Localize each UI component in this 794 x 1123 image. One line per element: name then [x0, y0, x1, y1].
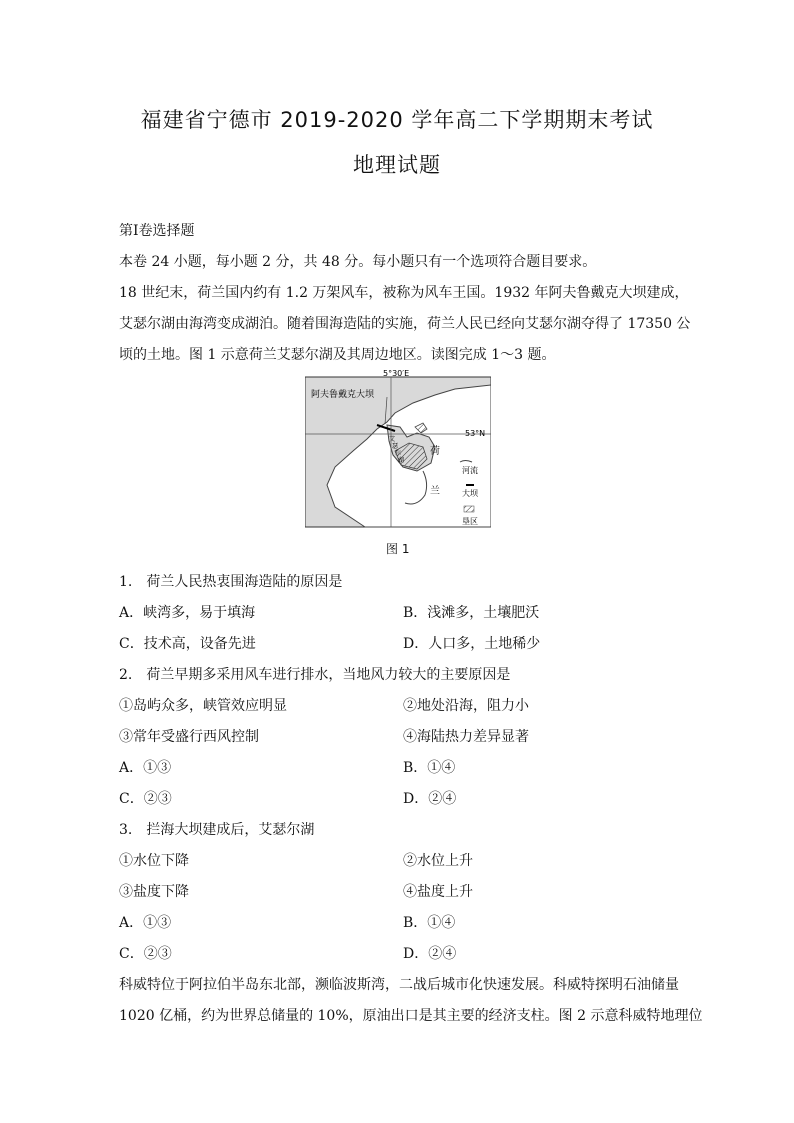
- section-instruction: 本卷 24 小题，每小题 2 分，共 48 分。每小题只有一个选项符合题目要求。: [119, 254, 597, 270]
- q2-option-c: C．②③: [119, 791, 172, 807]
- section-heading: 第Ⅰ卷选择题: [119, 223, 195, 239]
- q1-option-a: A．峡湾多，易于填海: [119, 605, 256, 621]
- q2-statement-1: ①岛屿众多，峡管效应明显: [119, 698, 287, 714]
- passage2-line1: 科威特位于阿拉伯半岛东北部，濒临波斯湾，二战后城市化快速发展。科威特探明石油储量: [119, 977, 679, 993]
- longitude-label: 5°30′E: [383, 369, 410, 378]
- q2-option-a: A．①③: [119, 760, 172, 776]
- lake-label-1: 艾: [389, 436, 396, 443]
- passage1-line3: 顷的土地。图 1 示意荷兰艾瑟尔湖及其周边地区。读图完成 1～3 题。: [119, 347, 556, 363]
- dam-label: 阿夫鲁戴克大坝: [311, 390, 375, 400]
- q3-stem: 3. 拦海大坝建成后，艾瑟尔湖: [119, 822, 315, 838]
- legend-dam-label: 大坝: [462, 489, 478, 498]
- lake-label-4: 湖: [398, 457, 405, 464]
- document-subtitle: 地理试题: [353, 153, 441, 177]
- q1-option-d: D．人口多，土地稀少: [403, 636, 541, 652]
- q2-statement-2: ②地处沿海，阻力小: [403, 698, 529, 714]
- legend-river-label: 河流: [462, 466, 478, 475]
- country-label-1: 荷: [430, 446, 440, 457]
- q2-statement-3: ③常年受盛行西风控制: [119, 729, 259, 745]
- lake-label-2: 瑟: [392, 443, 399, 450]
- country-label-2: 兰: [430, 486, 440, 497]
- q3-option-d: D．②④: [403, 946, 457, 962]
- passage1-line1: 18 世纪末，荷兰国内约有 1.2 万架风车，被称为风车王国。1932 年阿夫鲁戴克大坝建成，: [119, 285, 689, 301]
- figure1-caption: 图 1: [386, 542, 410, 556]
- passage2-line2: 1020 亿桶，约为世界总储量的 10%，原油出口是其主要的经济支柱。图 2 示意科威特地理位: [119, 1008, 703, 1024]
- latitude-label: 53°N: [465, 429, 486, 438]
- q3-option-c: C．②③: [119, 946, 172, 962]
- q2-option-b: B．①④: [403, 760, 456, 776]
- q2-option-d: D．②④: [403, 791, 457, 807]
- q1-option-c: C．技术高，设备先进: [119, 636, 256, 652]
- figure1-map: [305, 367, 491, 529]
- legend-polder-symbol: [464, 506, 474, 512]
- q3-statement-2: ②水位上升: [403, 853, 473, 869]
- q3-option-a: A．①③: [119, 915, 172, 931]
- passage1-line2: 艾瑟尔湖由海湾变成湖泊。随着围海造陆的实施，荷兰人民已经向艾瑟尔湖夺得了 17350 公: [119, 316, 691, 332]
- q1-stem: 1. 荷兰人民热衷围海造陆的原因是: [119, 574, 343, 590]
- q1-option-b: B．浅滩多，土壤肥沃: [403, 605, 540, 621]
- legend-polder-label: 垦区: [462, 517, 478, 526]
- q2-stem: 2. 荷兰早期多采用风车进行排水，当地风力较大的主要原因是: [119, 667, 511, 683]
- q2-statement-4: ④海陆热力差异显著: [403, 729, 529, 745]
- q3-statement-1: ①水位下降: [119, 853, 189, 869]
- q3-option-b: B．①④: [403, 915, 456, 931]
- document-title: 福建省宁德市 2019-2020 学年高二下学期期末考试: [140, 108, 654, 132]
- q3-statement-4: ④盐度上升: [403, 884, 473, 900]
- q3-statement-3: ③盐度下降: [119, 884, 189, 900]
- lake-label-3: 尔: [395, 450, 402, 457]
